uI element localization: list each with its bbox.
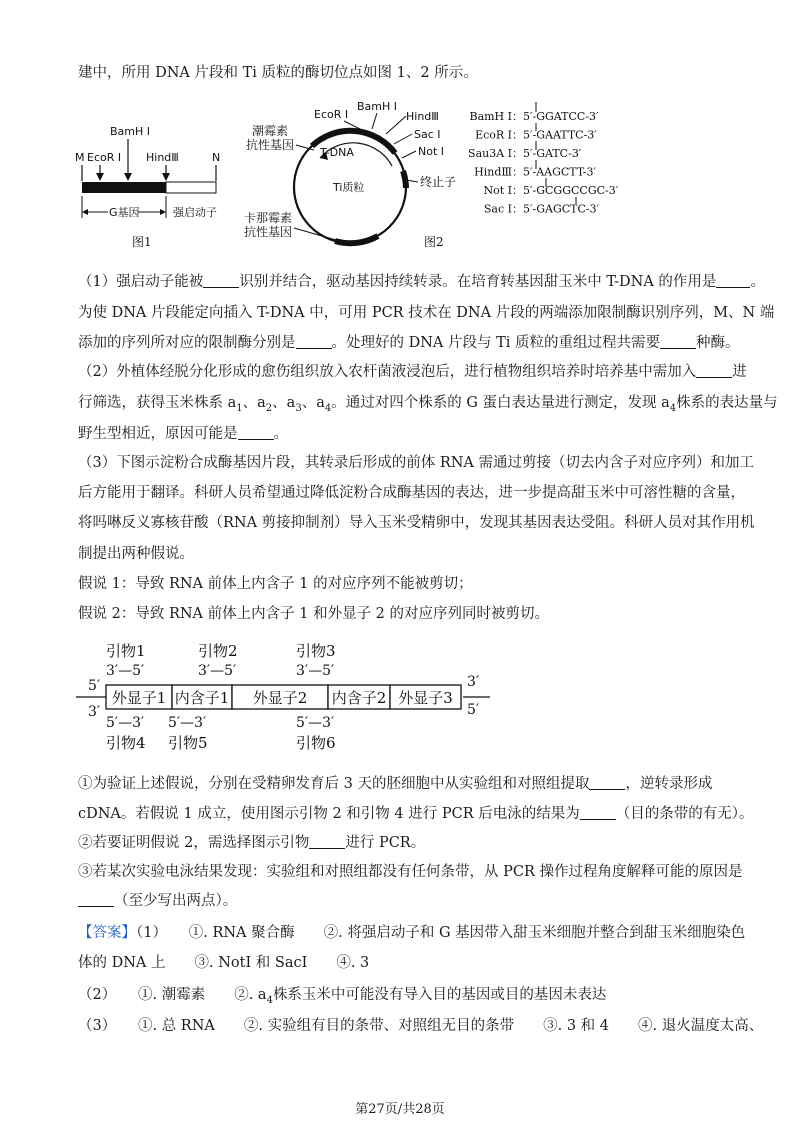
fig2-label-tdna: T-DNA bbox=[320, 146, 354, 159]
gene-segments bbox=[106, 685, 461, 709]
answer-line4: （3） ①. 总 RNA ②. 实验组有目的条带、对照组无目的条带 ③. 3 和 4 ④. 退火温度太高、 bbox=[78, 1018, 764, 1034]
enzyme-name: Sau3A Ⅰ： bbox=[468, 147, 523, 160]
sub1-text-b: ，逆转录形成 bbox=[625, 776, 713, 792]
q3-line2: 后方能用于翻译。科研人员希望通过降低淀粉合成酶基因的表达，进一步提高甜玉米中可溶性糖的含量， bbox=[78, 485, 745, 501]
enzyme-table bbox=[465, 98, 645, 218]
sub1-line1 bbox=[78, 774, 712, 794]
sub2-line bbox=[78, 833, 425, 853]
answer-text-3b: 株系玉米中可能没有导入目的基因或目的基因未表达 bbox=[272, 987, 607, 1003]
primer-5-dir: 5′—3′ bbox=[168, 715, 207, 731]
strand-right-top: 3′ bbox=[467, 674, 480, 690]
primer-3-dir: 3′—5′ bbox=[296, 663, 335, 679]
sub3-line1: ③若某次实验电泳结果发现：实验组和对照组都没有任何条带，从 PCR 操作过程角度解释可能的原因是 bbox=[78, 864, 743, 880]
blank-sub1-1[interactable] bbox=[589, 775, 625, 790]
primer-5-label: 引物5 bbox=[168, 734, 208, 752]
q2-text-f: 、a bbox=[301, 395, 325, 411]
blank-q2-1[interactable] bbox=[696, 363, 732, 378]
q2-text-d: 、a bbox=[242, 395, 266, 411]
fig2-label-saci: Sac Ⅰ bbox=[414, 128, 441, 141]
strand-left-top: 5′ bbox=[88, 678, 101, 694]
blank-sub3[interactable] bbox=[78, 892, 114, 907]
blank-sub2[interactable] bbox=[309, 834, 345, 849]
fig2-label-hyg2: 抗性基因 bbox=[246, 138, 295, 152]
q2-text-e: 、a bbox=[272, 395, 296, 411]
fig2-caption: 图2 bbox=[424, 235, 444, 249]
blank-sub1-2[interactable] bbox=[580, 805, 616, 820]
primer-6-dir: 5′—3′ bbox=[296, 715, 335, 731]
fig1-label-n: N bbox=[212, 151, 221, 164]
fig1-label-gene: G基因 bbox=[109, 206, 140, 219]
fig1-label-ecori: EcoR Ⅰ bbox=[87, 151, 122, 164]
sub-1: 1 bbox=[236, 402, 243, 414]
enzyme-sequence: 5′-GGATCC-3′ bbox=[523, 110, 599, 123]
q3-line3: 将吗啉反义寡核苷酸（RNA 剪接抑制剂）导入玉米受精卵中，发现其基因表达受阻。科研人员对其作用机 bbox=[78, 515, 755, 531]
fig2-label-kan2: 抗性基因 bbox=[244, 225, 293, 239]
blank-q1-4[interactable] bbox=[660, 334, 696, 349]
sub2-text-b: 进行 PCR。 bbox=[345, 835, 426, 851]
answer-line1 bbox=[78, 923, 745, 943]
fig2-label-hindiii: HindⅢ bbox=[406, 110, 439, 123]
answer-tag: 【答案】 bbox=[78, 925, 136, 941]
sub2-text-a: ②若要证明假说 2，需选择图示引物 bbox=[78, 835, 310, 851]
enzyme-name: BamH Ⅰ： bbox=[469, 110, 523, 123]
sub3-line2 bbox=[78, 891, 237, 911]
sub1-text-c: cDNA。若假说 1 成立，使用图示引物 2 和引物 4 进行 PCR 后电泳的结果为 bbox=[78, 806, 580, 822]
q1-line2: 为使 DNA 片段能定向插入 T-DNA 中，可用 PCR 技术在 DNA 片段的两端添加限制酶识别序列，M、N 端 bbox=[78, 305, 775, 321]
enzyme-name: Sac Ⅰ： bbox=[483, 202, 523, 216]
answer-line2: 体的 DNA 上 ③. NotI 和 SacI ④. 3 bbox=[78, 955, 370, 971]
sub1-line2 bbox=[78, 804, 753, 824]
gene-segment-label: 外显子1 bbox=[111, 689, 167, 707]
hypothesis-1: 假说 1：导致 RNA 前体上内含子 1 的对应序列不能被剪切； bbox=[78, 576, 473, 592]
enzyme-sequence: 5′-AAGCTT-3′ bbox=[523, 165, 596, 179]
q2-text-h: 株系的表达量与 bbox=[676, 395, 778, 411]
enzyme-sequence: 5′-GAGCTC-3′ bbox=[523, 202, 600, 216]
q3-line1: （3）下图示淀粉合成酶基因片段，其转录后形成的前体 RNA 需通过剪接（切去内含子对应序列）和加工 bbox=[78, 455, 755, 471]
fig2-label-bamhi: BamH Ⅰ bbox=[357, 100, 398, 113]
q1-text-f: 种酶。 bbox=[696, 335, 740, 351]
hypothesis-2: 假说 2：导致 RNA 前体上内含子 1 和外显子 2 的对应序列同时被剪切。 bbox=[78, 606, 550, 622]
sub-4: 4 bbox=[324, 402, 332, 414]
enzyme-name: Not Ⅰ： bbox=[483, 184, 523, 197]
q2-line1 bbox=[78, 362, 747, 382]
enzyme-name: EcoR Ⅰ： bbox=[475, 128, 523, 142]
sub-2: 2 bbox=[265, 402, 273, 414]
answer-sub-4: 4 bbox=[266, 994, 273, 1006]
strand-right-bot: 5′ bbox=[467, 702, 480, 718]
blank-q1-1[interactable] bbox=[203, 273, 239, 288]
sub1-text-d: （目的条带的有无）。 bbox=[615, 806, 754, 822]
figure-2 bbox=[240, 96, 465, 256]
fig2-label-hyg1: 潮霉素 bbox=[252, 124, 289, 138]
primer-1-label: 引物1 bbox=[106, 642, 146, 660]
q2-text-j: 。 bbox=[273, 426, 288, 442]
answer-text-1: （1） ①. RNA 聚合酶 ②. 将强启动子和 G 基因带入甜玉米细胞并整合到甜玉米细胞染色 bbox=[136, 925, 746, 941]
enzyme-sequence: 5′-GATC-3′ bbox=[523, 147, 582, 160]
primer-2-label: 引物2 bbox=[198, 642, 238, 660]
q2-text-b: 进 bbox=[732, 364, 747, 380]
promoter-block bbox=[166, 182, 216, 193]
g-gene-block bbox=[82, 182, 166, 193]
primer-4-label: 引物4 bbox=[106, 734, 146, 752]
gene-segment-label: 内含子1 bbox=[174, 689, 230, 707]
sub-4b: 4 bbox=[669, 402, 677, 414]
q2-text-g: 。通过对四个株系的 G 蛋白表达量进行测定，发现 a bbox=[331, 395, 670, 411]
intro-text: 建中，所用 DNA 片段和 Ti 质粒的酶切位点如图 1、2 所示。 bbox=[78, 65, 478, 81]
fig2-label-ti: Ti质粒 bbox=[333, 181, 365, 194]
blank-q1-2[interactable] bbox=[716, 273, 750, 288]
answer-line3 bbox=[78, 985, 606, 1011]
fig2-label-noti: Not Ⅰ bbox=[418, 145, 445, 158]
primer-4-dir: 5′—3′ bbox=[106, 715, 145, 731]
blank-q2-2[interactable] bbox=[238, 425, 274, 440]
answer-text-3a: （2） ①. 潮霉素 ②. a bbox=[78, 987, 267, 1003]
q3-line4: 制提出两种假说。 bbox=[78, 546, 194, 562]
q1-text-e: 。处理好的 DNA 片段与 Ti 质粒的重组过程共需要 bbox=[331, 335, 661, 351]
fig2-label-kan1: 卡那霉素 bbox=[244, 211, 293, 225]
q1-text-c: 。 bbox=[750, 274, 765, 290]
q1-line1 bbox=[78, 272, 765, 292]
primer-2-dir: 3′—5′ bbox=[198, 663, 237, 679]
fig1-label-promoter: 强启动子 bbox=[173, 206, 217, 219]
figure-1 bbox=[70, 118, 240, 253]
gene-segment-label: 内含子2 bbox=[331, 689, 387, 707]
q1-line3 bbox=[78, 333, 740, 353]
figure-3-primers bbox=[70, 638, 500, 760]
sub-3: 3 bbox=[295, 402, 302, 414]
gene-segment-label: 外显子2 bbox=[252, 689, 308, 707]
q2-text-i: 野生型相近，原因可能是 bbox=[78, 426, 238, 442]
enzyme-sequence: 5′-GAATTC-3′ bbox=[523, 128, 597, 142]
gene-segment-label: 外显子3 bbox=[398, 689, 453, 707]
primer-3-label: 引物3 bbox=[296, 642, 336, 660]
primer-1-dir: 3′—5′ bbox=[106, 663, 145, 679]
fig1-label-hindiii: HindⅢ bbox=[146, 151, 179, 164]
fig1-label-m: M bbox=[75, 151, 85, 164]
q2-line2 bbox=[78, 393, 778, 419]
enzyme-name: HindⅢ： bbox=[474, 165, 523, 179]
fig1-label-bamhi: BamH Ⅰ bbox=[110, 125, 151, 138]
sub1-text-a: ①为验证上述假说，分别在受精卵发育后 3 天的胚细胞中从实验组和对照组提取 bbox=[78, 776, 590, 792]
sub3-text-b: （至少写出两点）。 bbox=[114, 893, 238, 909]
primer-6-label: 引物6 bbox=[296, 734, 336, 752]
q1-text-d: 添加的序列所对应的限制酶分别是 bbox=[78, 335, 296, 351]
q1-text-a: （1）强启动子能被 bbox=[78, 274, 204, 290]
q2-text-a: （2）外植体经脱分化形成的愈伤组织放入农杆菌液浸泡后，进行植物组织培养时培养基中需加入 bbox=[78, 364, 697, 380]
strand-left-bot: 3′ bbox=[88, 704, 101, 720]
enzyme-sequence: 5′-GCGGCCGC-3′ bbox=[523, 184, 619, 197]
q2-line3 bbox=[78, 424, 288, 444]
fig2-label-terminator: 终止子 bbox=[420, 175, 457, 189]
blank-q1-3[interactable] bbox=[296, 334, 332, 349]
fig2-label-ecori: EcoR Ⅰ bbox=[314, 108, 349, 121]
q1-text-b: 识别并结合，驱动基因持续转录。在培育转基因甜玉米中 T-DNA 的作用是 bbox=[239, 274, 717, 290]
fig1-caption: 图1 bbox=[132, 235, 152, 249]
page-footer: 第27页/共28页 bbox=[355, 1102, 445, 1117]
q2-text-c: 行筛选，获得玉米株系 a bbox=[78, 395, 237, 411]
